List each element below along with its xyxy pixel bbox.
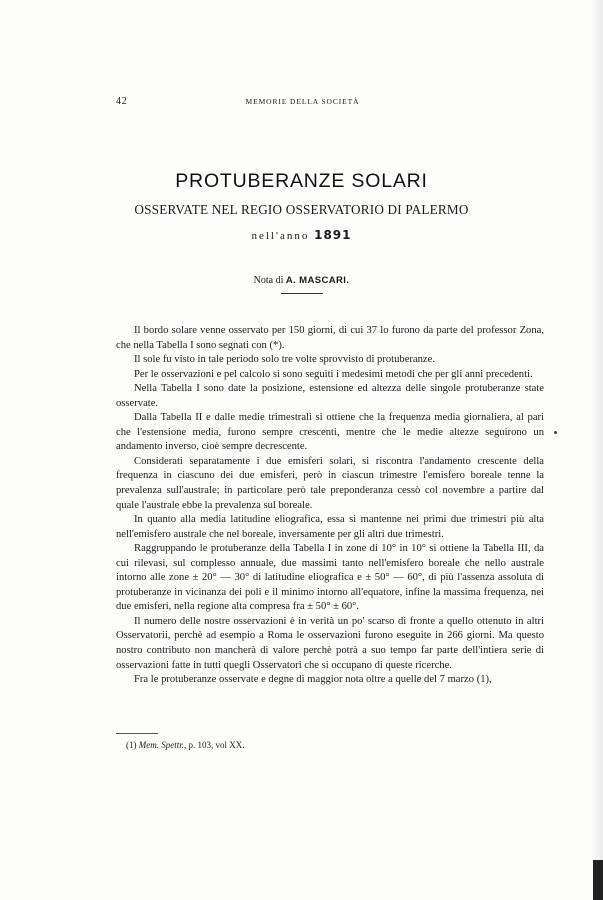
body-text	[116, 324, 544, 688]
article-subtitle: OSSERVATE NEL REGIO OSSERVATORIO DI PALERMO	[134, 202, 469, 217]
title-divider	[281, 293, 323, 294]
paragraph: Raggruppando le protuberanze della Tabella I in zone di 10° in 10° si ottiene la Tabella III, da cui rilevasi, sul complesso annuale, due massimi tanto nell'emisfero boreale che nello australe intorno alle zone ± 20° — 30° di latitudine eliografica e ± 50° — 60°, di più l'assenza assoluta di protuberanze in vicinanza dei poli e il minimo intorno all'equatore, infine la massima frequenza, nei due emisferi, nella regione alta compresa fra ± 50° ± 60°.	[116, 543, 544, 613]
paragraph: Dalla Tabella II e dalle medie trimestrali si ottiene che la frequenza media giornaliera, al pari che l'estensione media, furono sempre crescenti, mentre che le medie altezze seguirono un andamento inverso, cioè sempre decrescente.	[116, 412, 544, 453]
paragraph: Considerati separatamente i due emisferi solari, si riscontra l'andamento crescente della frequenza in ciascuno dei due emisferi, però in ciascun trimestre l'emisfero boreale tenne la prevalenza sull'australe; in particolare però tale preponderanza cessò col novembre a partire dal quale l'australe ebbe la prevalenza sul boreale.	[116, 455, 544, 511]
running-head: MEMORIE DELLA SOCIETÀ	[245, 97, 360, 106]
scan-edge-shadow	[591, 0, 603, 900]
year-value: 1891	[314, 228, 352, 242]
footnote	[126, 740, 245, 750]
author-name: A. MASCARI.	[285, 275, 350, 286]
year-line	[100, 228, 503, 242]
article-title: PROTUBERANZE SOLARI	[175, 170, 428, 192]
author-prefix: Nota di	[253, 275, 284, 286]
year-prefix: nell'anno	[251, 230, 310, 242]
page-header	[116, 96, 489, 110]
paragraph: Nella Tabella I sono date la posizione, estensione ed altezza delle singole protuberanze state osservate.	[116, 383, 544, 409]
scan-corner-shadow	[593, 860, 603, 900]
page-number: 42	[116, 96, 128, 107]
footnote-marker: (1)	[126, 740, 137, 750]
paragraph: Per le osservazioni e pel calcolo si sono seguiti i medesimi metodi che per gli anni precedenti.	[134, 368, 533, 380]
paragraph: Il numero delle nostre osservazioni è in verità un po' scarso di fronte a quello ottenuto in altri Osservatorii, perchè ad esempio a Roma le osservazioni furono eseguite in 266 giorni. Ma questo nostro contributo non mancherà di valore perchè potrà a suo tempo far parte dell'intiera serie di osservazioni fatte in tutti quegli Osservatori che si occupano di queste ricerche.	[116, 615, 544, 671]
paragraph: In quanto alla media latitudine eliografica, essa si mantenne nei primi due trimestri più alta nell'emisfero australe che nel boreale, inversamente per gli altri due trimestri.	[116, 514, 544, 540]
paragraph: Il sole fu visto in tale periodo solo tre volte sprovvisto di protuberanze.	[134, 354, 435, 366]
footnote-source: Mem. Spettr.	[138, 740, 184, 750]
paragraph: Il bordo solare venne osservato per 150 giorni, di cui 37 lo furono da parte del professor Zona, che nella Tabella I sono segnati con (*).	[116, 325, 544, 351]
footnote-divider	[116, 733, 158, 734]
footnote-rest: , p. 103, vol XX.	[184, 740, 245, 750]
margin-mark	[554, 431, 557, 434]
paragraph: Fra le protuberanze osservate e degne di maggior nota oltre a quelle del 7 marzo (1),	[134, 674, 492, 686]
author-line	[100, 275, 503, 286]
